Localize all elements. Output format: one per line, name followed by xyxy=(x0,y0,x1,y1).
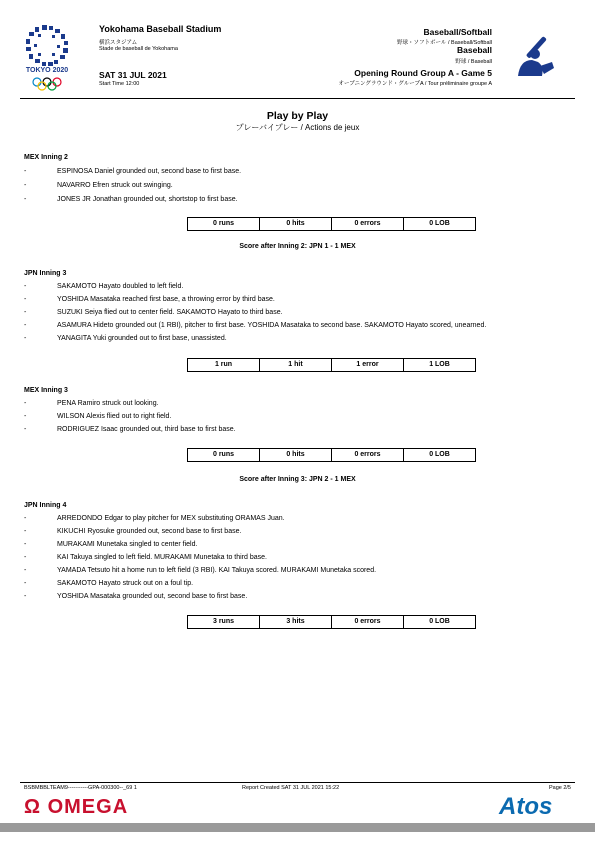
play-description: YOSHIDA Masataka reached first base, a throwing error by third base. xyxy=(57,296,275,303)
summary-hits: 3 hits xyxy=(259,616,331,628)
footer-gray-bar xyxy=(0,823,595,832)
play-description: YAMADA Tetsuto hit a home run to left field (3 RBI). KAI Takuya scored. MURAKAMI Munetaka scored. xyxy=(57,567,377,574)
play-description: ARREDONDO Edgar to play pitcher for MEX substituting ORAMAS Juan. xyxy=(57,515,285,522)
atos-logo: Atos xyxy=(499,793,553,820)
footer-divider xyxy=(20,782,575,783)
summary-hits: 0 hits xyxy=(259,449,331,461)
venue-name-fr: Stade de baseball de Yokohama xyxy=(99,46,178,52)
summary-errors: 0 errors xyxy=(331,449,403,461)
play-bullet: - xyxy=(24,400,27,407)
venue-name-ja: 横浜スタジアム xyxy=(99,40,138,46)
play-bullet: - xyxy=(24,168,27,175)
sport-name: Baseball/Softball xyxy=(423,27,492,37)
inning-heading: MEX Inning 3 xyxy=(24,387,68,394)
play-description: ASAMURA Hideto grounded out (1 RBI), pitcher to first base. YOSHIDA Masataka to second base. SAKAMOTO Hayato scored, unearned. xyxy=(57,322,487,329)
omega-logo: Ω OMEGA xyxy=(24,796,129,818)
play-bullet: - xyxy=(24,593,27,600)
play-description: MURAKAMI Munetaka singled to center field. xyxy=(57,541,198,548)
play-bullet: - xyxy=(24,413,27,420)
summary-lob: 0 LOB xyxy=(403,616,475,628)
game-date: SAT 31 JUL 2021 xyxy=(99,70,167,80)
phase-name-translations: オープニングラウンド・グループA / Tour préliminaire groupe A xyxy=(338,81,492,87)
summary-runs: 3 runs xyxy=(212,618,234,625)
score-after-inning: Score after Inning 3: JPN 2 - 1 MEX xyxy=(239,476,356,483)
baseball-pictogram-icon xyxy=(514,32,556,80)
summary-runs: 0 runs xyxy=(212,220,234,227)
play-description: SAKAMOTO Hayato struck out on a foul tip. xyxy=(57,580,194,587)
summary-errors: 1 error xyxy=(331,359,403,371)
play-description: YANAGITA Yuki grounded out to first base, unassisted. xyxy=(57,335,227,342)
inning-summary-table xyxy=(187,615,476,629)
play-bullet: - xyxy=(24,322,27,329)
play-description: RODRIGUEZ Isaac grounded out, third base to first base. xyxy=(57,426,236,433)
event-name-translations: 野球 / Baseball xyxy=(455,59,492,65)
venue-name: Yokohama Baseball Stadium xyxy=(99,24,222,34)
play-bullet: - xyxy=(24,567,27,574)
start-time: Start Time 12:00 xyxy=(99,81,140,87)
page-number: Page 2/5 xyxy=(548,785,571,791)
event-name: Baseball xyxy=(457,45,492,55)
play-bullet: - xyxy=(24,296,27,303)
summary-hits: 1 hit xyxy=(259,359,331,371)
score-after-inning: Score after Inning 2: JPN 1 - 1 MEX xyxy=(239,243,356,250)
phase-name: Opening Round Group A - Game 5 xyxy=(354,68,492,78)
play-bullet: - xyxy=(24,580,27,587)
inning-heading: JPN Inning 4 xyxy=(24,502,67,509)
play-bullet: - xyxy=(24,309,27,316)
summary-runs: 1 run xyxy=(214,361,233,368)
play-bullet: - xyxy=(24,554,27,561)
play-description: YOSHIDA Masataka grounded out, second base to first base. xyxy=(57,593,248,600)
play-description: KAI Takuya singled to left field. MURAKAMI Munetaka to third base. xyxy=(57,554,267,561)
play-description: ESPINOSA Daniel grounded out, second base to first base. xyxy=(57,168,242,175)
summary-lob: 0 LOB xyxy=(403,449,475,461)
inning-summary-table xyxy=(187,217,476,231)
inning-heading: JPN Inning 3 xyxy=(24,270,67,277)
play-bullet: - xyxy=(24,283,27,290)
inning-heading: MEX Inning 2 xyxy=(24,154,68,161)
play-bullet: - xyxy=(24,426,27,433)
play-bullet: - xyxy=(24,335,27,342)
play-description: SAKAMOTO Hayato doubled to left field. xyxy=(57,283,184,290)
summary-errors: 0 errors xyxy=(331,218,403,230)
play-description: NAVARRO Efren struck out swinging. xyxy=(57,182,173,189)
play-description: JONES JR Jonathan grounded out, shortstop to first base. xyxy=(57,196,238,203)
summary-runs: 0 runs xyxy=(212,451,234,458)
summary-hits: 0 hits xyxy=(259,218,331,230)
header-divider xyxy=(20,98,575,99)
play-description: PENA Ramiro struck out looking. xyxy=(57,400,159,407)
summary-lob: 1 LOB xyxy=(403,359,475,371)
tokyo-2020-wordmark: TOKYO 2020 xyxy=(25,67,69,74)
play-bullet: - xyxy=(24,196,27,203)
play-bullet: - xyxy=(24,528,27,535)
play-bullet: - xyxy=(24,541,27,548)
sport-name-translations: 野球・ソフトボール / Baseball/Softball xyxy=(397,40,492,46)
play-description: SUZUKI Seiya flied out to center field. SAKAMOTO Hayato to third base. xyxy=(57,309,283,316)
summary-lob: 0 LOB xyxy=(403,218,475,230)
play-description: WILSON Alexis flied out to right field. xyxy=(57,413,172,420)
play-description: KIKUCHI Ryosuke grounded out, second base to first base. xyxy=(57,528,242,535)
page-subtitle: プレーバイプレー / Actions de jeux xyxy=(235,123,360,132)
inning-summary-table xyxy=(187,448,476,462)
report-created: Report Created SAT 31 JUL 2021 15:22 xyxy=(242,785,340,791)
report-code: BSBMBBLTEAM9-----------GPA-000300--_69 1 xyxy=(24,785,137,791)
olympic-rings-icon xyxy=(31,77,63,91)
play-bullet: - xyxy=(24,515,27,522)
inning-summary-table xyxy=(187,358,476,372)
page-title: Play by Play xyxy=(266,110,329,122)
play-bullet: - xyxy=(24,182,27,189)
summary-errors: 0 errors xyxy=(331,616,403,628)
